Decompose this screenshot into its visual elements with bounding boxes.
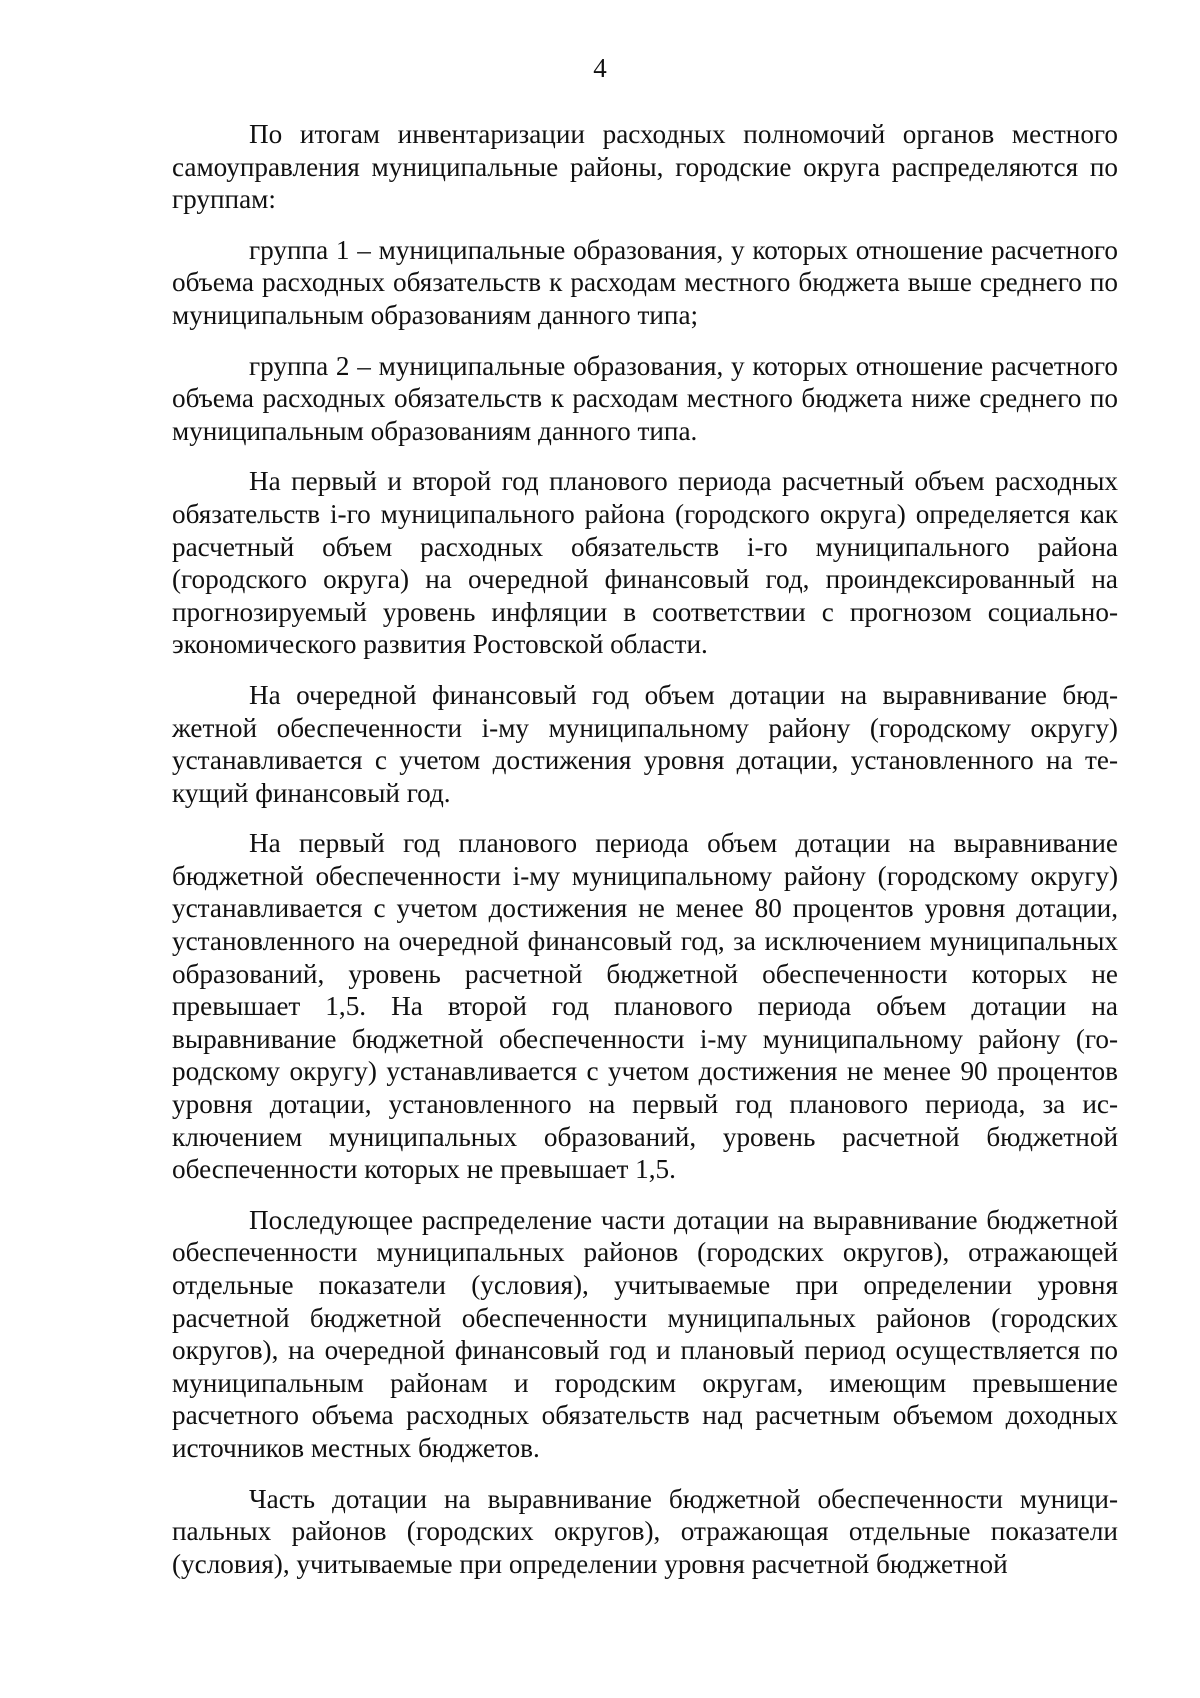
paragraph-subsidy-distribution: Последующее распределение части дотации на выравнивание бюджетной обеспеченности муниципальных районов (городских округов), отражающей отдельные показатели (условия), учитываемые при определении уровня расчетной бюджетной обеспеченности муниципальных районов (городских округов), на очередной финансовый год и плановый период осуществляется по муниципальным районам и городским округам, имеющим превышение расчетного объема расходных обязательств над расчетным объемом доходных источников местных бюджетов. [172, 1204, 1118, 1463]
paragraph-next-year-subsidy: На очередной финансовый год объем дотации на выравнивание бюджетной обеспеченности i-му муниципальному району (городскому округу) устанавливается с учетом достижения уровня дотации, установленного на текущий финансовый год. [172, 679, 1118, 808]
paragraph-planning-years-subsidy: На первый год планового периода объем дотации на выравнивание бюджетной обеспеченности i-му муниципальному району (городскому округу) устанавливается с учетом достижения не менее 80 процентов уровня дотации, установленного на очередной финансовый год, за исключением муниципальных образований, уровень расчетной бюджетной обеспеченности которых не превышает 1,5. На второй год планового периода объем дотации на выравнивание бюджетной обеспеченности i-му муниципальному району (городскому округу) устанавливается с учетом достижения не менее 90 процентов уровня дотации, установленного на первый год планового периода, за исключением муниципальных образований, уровень расчетной бюджетной обеспеченности которых не превышает 1,5. [172, 828, 1118, 1185]
paragraph-group-1: группа 1 – муниципальные образования, у которых отношение расчетного объема расходных обязательств к расходам местного бюджета выше среднего по муниципальным образованиям данного типа; [172, 234, 1118, 330]
paragraph-group-2: группа 2 – муниципальные образования, у которых отношение расчетного объема расходных обязательств к расходам местного бюджета ниже среднего по муниципальным образованиям данного типа. [172, 350, 1118, 446]
paragraph-groups-intro: По итогам инвентаризации расходных полномочий органов местного самоуправления муниципальные районы, городские округа распределяются по группам: [172, 119, 1118, 215]
document-body [172, 118, 1118, 1598]
paragraph-planning-period-obligations: На первый и второй год планового периода расчетный объем расходных обязательств i-го муниципального района (городского округа) определяется как расчетный объем расходных обязательств i-го муниципального района (городского округа) на очередной финансовый год, проиндексированный на прогнозируемый уровень инфляции в соответствии с прогнозом социально-экономического развития Ростовской области. [172, 466, 1118, 660]
page-number: 4 [593, 53, 607, 83]
paragraph-subsidy-part: Часть дотации на выравнивание бюджетной обеспеченности муниципальных районов (городских округов), отражающая отдельные показатели (условия), учитываемые при определении уровня расчетной бюджетной [172, 1483, 1118, 1579]
